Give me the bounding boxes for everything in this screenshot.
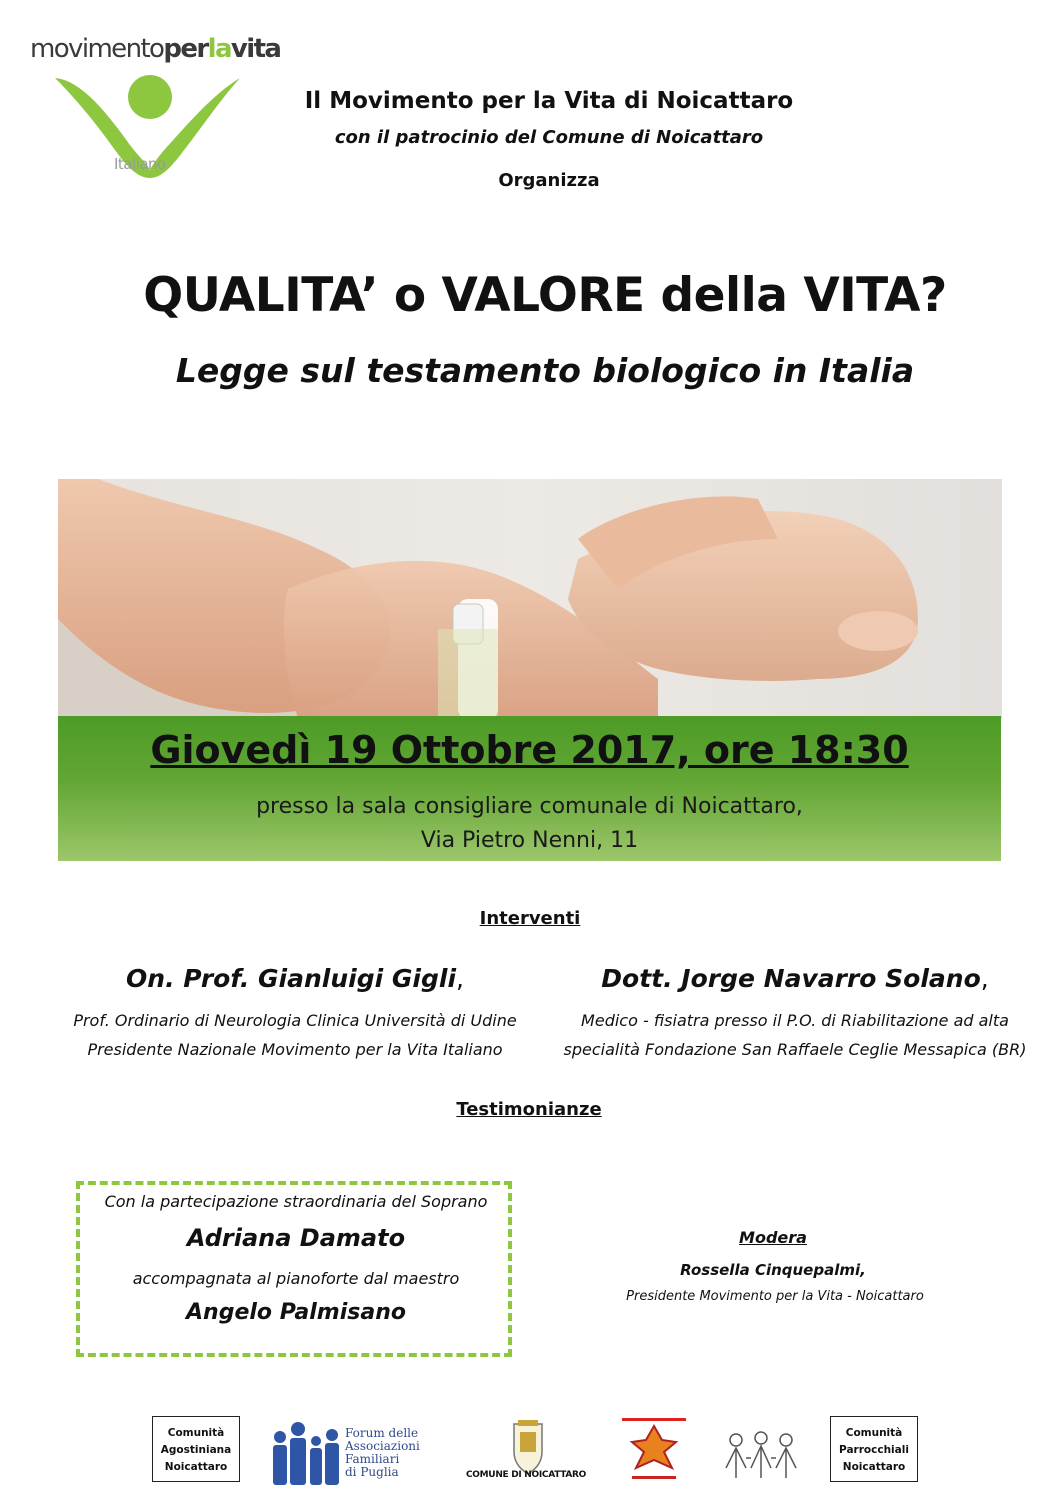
organizza-label: Organizza <box>498 170 600 191</box>
acli-cross-icon <box>618 1416 690 1486</box>
speaker-2-role-line-2: specialità Fondazione San Raffaele Ceglie Messapica (BR) <box>563 1040 1027 1059</box>
hands-photo <box>58 479 1002 719</box>
venue-line-1: presso la sala consigliare comunale di Noicattaro, <box>256 794 803 819</box>
moderator-role: Presidente Movimento per la Vita - Noicattaro <box>626 1289 924 1304</box>
logo-subtitle: Italiano <box>114 155 166 173</box>
sponsor-comunita-agostiniana: Comunità Agostiniana Noicattaro <box>152 1416 240 1482</box>
speaker-1-name: On. Prof. Gianluigi Gigli, <box>126 964 464 993</box>
testimonianze-heading: Testimonianze <box>456 1099 602 1120</box>
event-date: Giovedì 19 Ottobre 2017, ore 18:30 <box>150 728 909 772</box>
interventi-heading: Interventi <box>479 908 581 929</box>
patronage-line: con il patrocinio del Comune di Noicattaro <box>334 127 764 148</box>
speaker-2-name: Dott. Jorge Navarro Solano, <box>601 964 989 993</box>
forum-label: Forum delle Associazioni Familiari di Puglia <box>345 1426 420 1479</box>
speaker-2-role-line-1: Medico - fisiatra presso il P.O. di Riabilitazione ad alta <box>581 1011 1009 1030</box>
event-subtitle: Legge sul testamento biologico in Italia <box>175 351 915 390</box>
speaker-1-role-line-2: Presidente Nazionale Movimento per la Vita Italiano <box>87 1040 503 1059</box>
guest-intro: Con la partecipazione straordinaria del Soprano <box>104 1192 488 1211</box>
accompaniment-line: accompagnata al pianoforte dal maestro <box>132 1269 460 1288</box>
comune-label: COMUNE DI NOICATTARO <box>466 1470 587 1480</box>
logo-wordmark: movimentoperlavita <box>30 34 281 64</box>
modera-label: Modera <box>739 1228 807 1247</box>
abbraccio-logo <box>720 1428 802 1488</box>
maestro-name: Angelo Palmisano <box>186 1300 406 1325</box>
organizer-title: Il Movimento per la Vita di Noicattaro <box>304 88 794 114</box>
venue-line-2: Via Pietro Nenni, 11 <box>420 828 639 853</box>
soprano-name: Adriana Damato <box>186 1224 406 1252</box>
sponsor-comunita-parrocchiali: Comunità Parrocchiali Noicattaro <box>830 1416 918 1482</box>
moderator-name: Rossella Cinquepalmi, <box>680 1261 866 1279</box>
speaker-1-role-line-1: Prof. Ordinario di Neurologia Clinica Università di Udine <box>73 1011 517 1030</box>
event-title: QUALITA’ o VALORE della VITA? <box>143 268 947 323</box>
